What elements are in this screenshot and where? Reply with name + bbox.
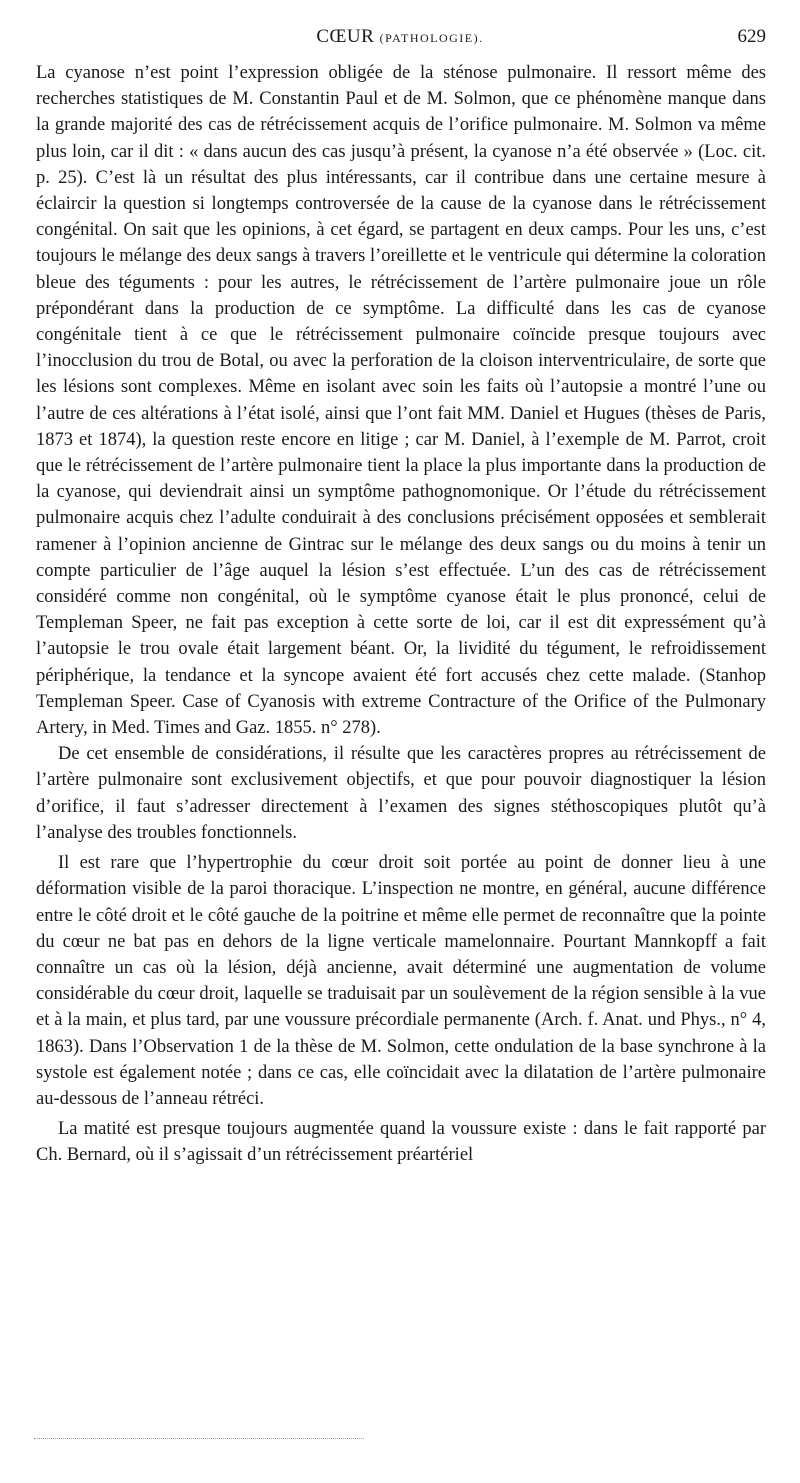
paragraph-matite: La matité est presque toujours augmentée quand la voussure existe : dans le fait rapporté par Ch. Bernard, où il s’agissait d’un rétrécissement préartériel xyxy=(36,1119,766,1166)
running-header xyxy=(30,26,770,56)
page-number: 629 xyxy=(737,26,766,47)
paragraph-hypertrophie: Il est rare que l’hypertrophie du cœur droit soit portée au point de donner lieu à une déformation visible de la paroi thoracique. L’inspection ne montre, en général, aucune différence entre le côté droit et le côté gauche de la poitrine et même elle permet de reconnaître que la pointe du cœur ne bat pas en dehors de la ligne verticale mamelonnaire. Pourtant Mannkopff a fait connaître un cas où la lésion, déjà ancienne, avait déterminé une augmentation de volume considérable du cœur droit, laquelle se traduisait par un soulèvement de la région sensible à la vue et à la main, et plus tard, par une voussure précordiale permanente (Arch. f. Anat. und Phys., n° 4, 1863). Dans l’Observation 1 de la thèse de M. Solmon, cette ondulation de la base synchrone à la systole est également notée ; dans ce cas, elle coïncidait avec la dilatation de l’artère pulmonaire au-dessous de l’anneau rétréci. xyxy=(36,853,766,1109)
paragraph-considerations: De cet ensemble de considérations, il résulte que les caractères propres au rétrécissement de l’artère pulmonaire sont exclusivement objectifs, et que pour pouvoir diagnostiquer la lésion d’orifice, il faut s’adresser directement à l’examen des signes stéthoscopiques plutôt qu’à l’analyse des troubles fonctionnels. xyxy=(36,744,766,843)
running-title-main: CŒUR xyxy=(316,26,375,47)
running-title xyxy=(30,26,770,48)
paragraph-cyanose: La cyanose n’est point l’expression obligée de la sténose pulmonaire. Il ressort même des recherches statistiques de M. Constantin Paul et de M. Solmon, que ce phénomène manque dans la grande majorité des cas de rétrécissement acquis de l’orifice pulmonaire. M. Solmon va même plus loin, car il dit : « dans aucun des cas jusqu’à présent, la cyanose n’a été observée » (Loc. cit. p. 25). C’est là un résultat des plus intéressants, car il contribue dans une certaine mesure à éclaircir la question si longtemps controversée de la cause de la cyanose dans le rétrécissement congénital. On sait que les opinions, à cet égard, se partagent en deux camps. Pour les uns, c’est toujours le mélange des deux sangs à travers l’oreillette et le ventricule qui détermine la coloration bleue des téguments : pour les autres, le rétrécissement de l’artère pulmonaire joue un rôle prépondérant dans la production de ce symptôme. La difficulté dans les cas de cyanose congénitale tient à ce que le rétrécissement pulmonaire coïncide presque toujours avec l’inocclusion du trou de Botal, ou avec la perforation de la cloison interventriculaire, de sorte que les lésions sont complexes. Même en isolant avec soin les faits où l’autopsie a montré l’une ou l’autre de ces altérations à l’état isolé, ainsi que l’ont fait MM. Daniel et Hugues (thèses de Paris, 1873 et 1874), la question reste encore en litige ; car M. Daniel, à l’exemple de M. Parrot, croit que le rétrécissement de l’artère pulmonaire tient la place la plus importante dans la production de la cyanose, qui deviendrait ainsi un symptôme pathognomonique. Or l’étude du rétrécissement pulmonaire acquis chez l’adulte conduirait à des conclusions précisément opposées et semblerait ramener à l’opinion ancienne de Gintrac sur le mélange des deux sangs ou du moins à tenir un compte particulier de l’âge auquel la lésion s’est effectuée. L’un des cas de rétrécissement considéré comme non congénital, où le symptôme cyanose était le plus prononcé, celui de Templeman Speer, ne fait pas exception à cette sorte de loi, car il est dit expressément qu’à l’autopsie le trou ovale était largement béant. Or, la lividité du tégument, le refroidissement périphérique, la tendance et la syncope avaient été fort accusés chez cette malade. (Stanhop Templeman Speer. Case of Cyanosis with extreme Contracture of the Orifice of the Pulmonary Artery, in Med. Times and Gaz. 1855. n° 278). xyxy=(36,63,766,739)
page-body xyxy=(36,60,766,1169)
footer-dotted-rule xyxy=(34,1438,364,1439)
running-title-subtitle: (PATHOLOGIE). xyxy=(379,31,484,45)
